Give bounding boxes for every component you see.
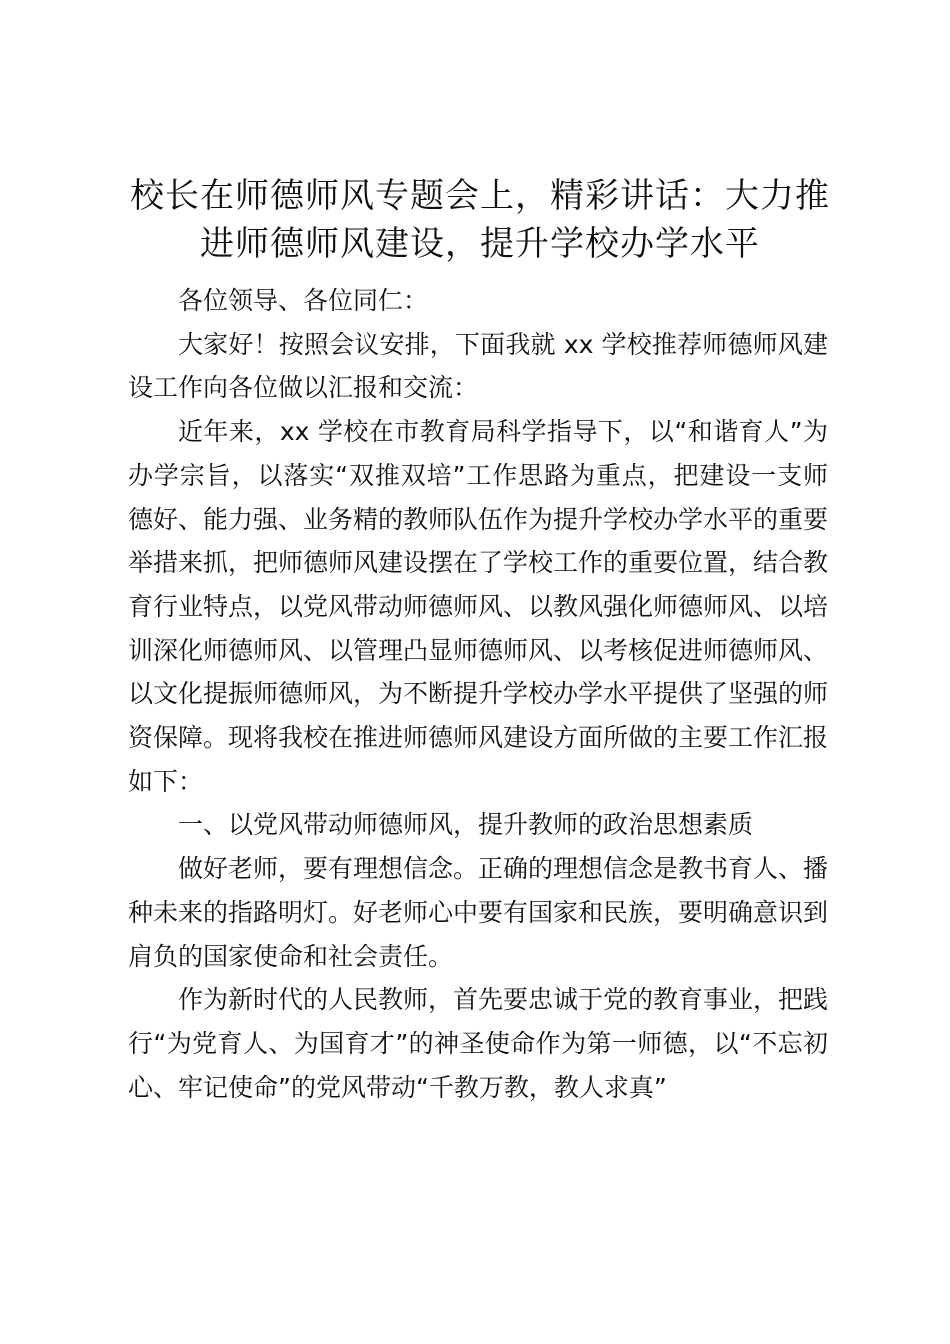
body-paragraph-2: 作为新时代的人民教师，首先要忠诚于党的教育事业，把践行“为党育人、为国育才”的神圣使命作为第一师德，以“不忘初心、牢记使命”的党风带动“千教万教，教人求真”	[128, 985, 829, 1102]
document-body	[128, 279, 828, 1109]
title-line-2: 进师德师风建设，提升学校办学水平	[200, 224, 760, 264]
salutation-paragraph: 各位领导、各位同仁：	[178, 286, 429, 315]
title-line-1: 校长在师德师风专题会上，精彩讲话：大力推	[130, 176, 830, 216]
section-heading-1: 一、以党风带动师德师风，提升教师的政治思想素质	[178, 810, 754, 840]
body-paragraph-1: 做好老师，要有理想信念。正确的理想信念是教书育人、播种未来的指路明灯。好老师心中要有国家和民族，要明确意识到肩负的国家使命和社会责任。	[128, 854, 829, 971]
intro-paragraph: 近年来，xx 学校在市教育局科学指导下，以“和谐育人”为办学宗旨，以落实“双推双培”工作思路为重点，把建设一支师德好、能力强、业务精的教师队伍作为提升学校办学水平的重要举措来抓，把师德师风建设摆在了学校工作的重要位置，结合教育行业特点，以党风带动师德师风、以教风强化师德师风、以培训深化师德师风、以管理凸显师德师风、以考核促进师德师风、以文化提振师德师风，为不断提升学校办学水平提供了坚强的师资保障。现将我校在推进师德师风建设方面所做的主要工作汇报如下：	[128, 417, 829, 796]
document-title	[120, 172, 840, 268]
greeting-paragraph: 大家好！按照会议安排，下面我就 xx 学校推荐师德师风建设工作向各位做以汇报和交流：	[128, 329, 828, 403]
